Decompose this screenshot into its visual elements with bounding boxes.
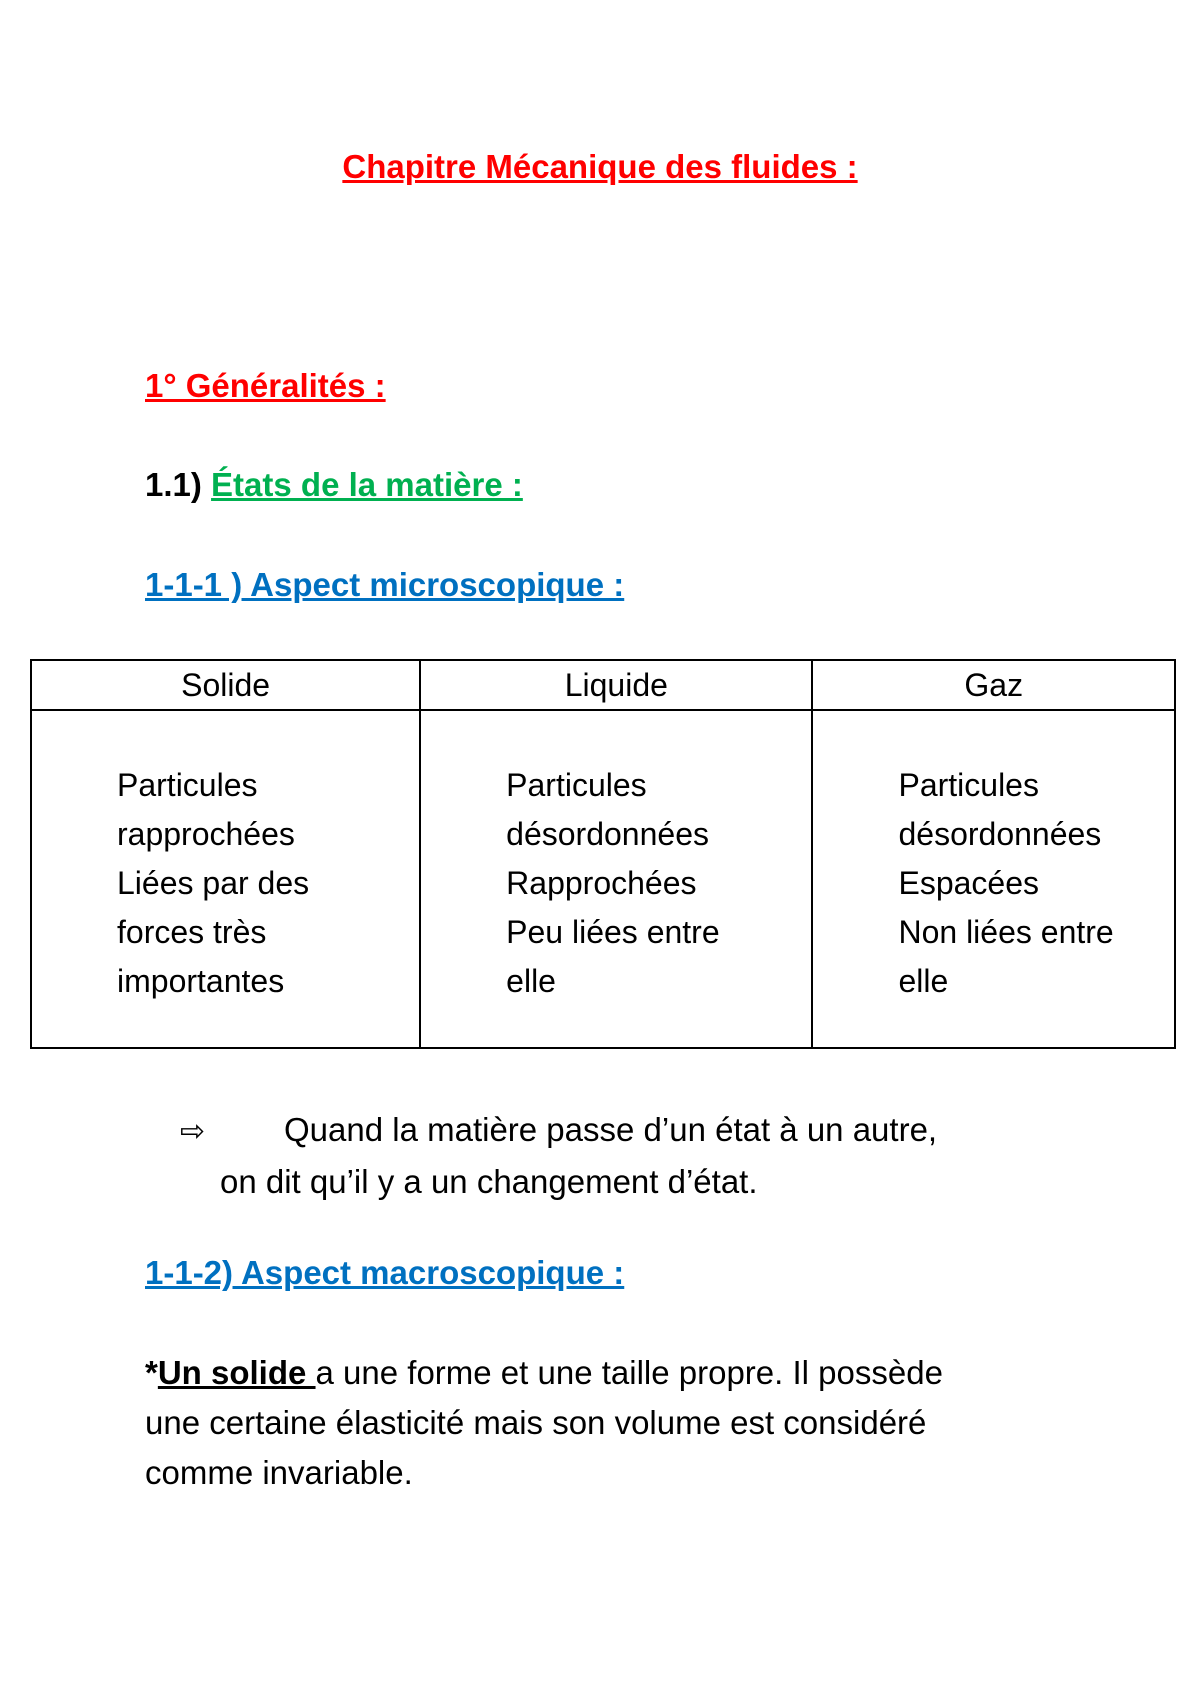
header-liquide: Liquide — [420, 660, 812, 710]
cell-line: Particules — [117, 767, 258, 803]
header-gaz: Gaz — [812, 660, 1175, 710]
states-of-matter-table — [30, 659, 1176, 1049]
cell-line: désordonnées — [506, 816, 709, 852]
arrow-right-icon: ⇨ — [180, 1115, 206, 1148]
cell-line: Espacées — [898, 865, 1039, 901]
section-heading-generalites: 1° Généralités : — [145, 367, 386, 404]
table-row — [31, 710, 1175, 1048]
paragraph-line-3: comme invariable. — [145, 1454, 413, 1491]
subsection-label: États de la matière : — [211, 466, 523, 503]
cell-line: importantes — [117, 963, 285, 999]
subsection-heading-etats — [145, 466, 523, 504]
change-of-state-note — [180, 1105, 1080, 1207]
cell-liquide — [420, 710, 812, 1048]
paragraph-line-1 — [145, 1348, 1105, 1398]
cell-line: Peu liées entre — [506, 914, 720, 950]
cell-line: Particules — [506, 767, 647, 803]
cell-line: Particules — [898, 767, 1039, 803]
cell-line: rapprochées — [117, 816, 295, 852]
cell-line: Non liées entre — [898, 914, 1114, 950]
note-line-2: on dit qu’il y a un changement d’état. — [220, 1163, 758, 1200]
paragraph-line-1-rest: a une forme et une taille propre. Il possède — [315, 1354, 943, 1391]
header-solide: Solide — [31, 660, 420, 710]
cell-solide — [31, 710, 420, 1048]
paragraph-line-2: une certaine élasticité mais son volume est considéré — [145, 1404, 927, 1441]
table-header-row — [31, 660, 1175, 710]
heading-aspect-macroscopique: 1-1-2) Aspect macroscopique : — [145, 1254, 625, 1291]
bullet-asterisk: * — [145, 1354, 158, 1391]
heading-aspect-microscopique: 1-1-1 ) Aspect microscopique : — [145, 566, 625, 603]
term-un-solide: Un solide — [157, 1354, 316, 1391]
cell-line: elle — [898, 963, 949, 999]
solid-definition-paragraph — [145, 1348, 1105, 1498]
cell-gaz — [812, 710, 1175, 1048]
cell-line: désordonnées — [898, 816, 1102, 852]
subsection-number: 1.1) — [145, 466, 202, 503]
cell-line: forces très — [117, 914, 267, 950]
cell-line: elle — [506, 963, 556, 999]
cell-line: Rapprochées — [506, 865, 697, 901]
note-line-1: Quand la matière passe d’un état à un autre, — [284, 1111, 938, 1148]
chapter-title: Chapitre Mécanique des fluides : — [342, 148, 858, 185]
cell-line: Liées par des — [117, 865, 310, 901]
